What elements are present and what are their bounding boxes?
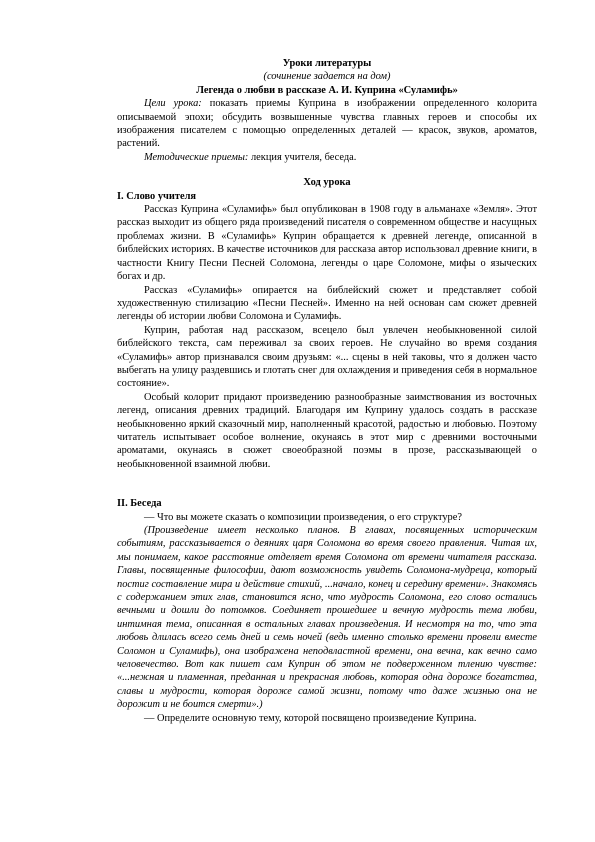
course-heading: Ход урока [303, 177, 351, 189]
question-2: — Определите основную тему, которой посвящено произведение Куприна. [144, 712, 477, 724]
question-1: — Что вы можете сказать о композиции произведения, о его структуре? [144, 511, 462, 523]
section-1-paragraph: Рассказ «Суламифь» опирается на библейский сюжет и представляет собой художественную стилизацию «Песни Песней». Именно на ней основан сам сюжет древней легенды об истории любви Соломона и Суламифь. [117, 284, 537, 323]
section-1-paragraph: Особый колорит придают произведению разнообразные заимствования из восточных легенд, описания древних традиций. Благодаря им Куприну удалось создать в рассказе необыкновенно яркий сказочный мир, наполненный красотой, радостью и любовью. Поэтому читатель испытывает особое волнение, окунаясь в этот мир с древними восточными ароматами, окунаясь в сюжет своеобразной поэмы в прозе, рассказывающей о необыкновенной взаимной любви. [117, 391, 537, 470]
methods-text: лекция учителя, беседа. [250, 151, 357, 163]
document-title: Уроки литературы [282, 58, 372, 69]
goals-label: Цели урока: [144, 98, 202, 110]
lesson-methods [117, 151, 537, 164]
section-2-heading: II. Беседа [117, 498, 162, 510]
section-1-paragraph: Куприн, работая над рассказом, всецело был увлечен необыкновенной силой библейского текста, сам переживал за своих героев. Не случайно во время создания «Суламифь» автор признавался своим друзьям: «... сцены в ней таковы, что я должен часто выбегать на улицу раздевшись и глотать снег для охлаждения и приведения себя в нормальное состояние». [117, 324, 537, 390]
lesson-goals [117, 97, 537, 151]
methods-label: Методические приемы: [144, 151, 249, 163]
section-1-paragraph: Рассказ Куприна «Суламифь» был опубликован в 1908 году в альманахе «Земля». Этот рассказ выходит из общего ряда произведений писателя о современном обществе и насущных проблемах жизни. В «Суламифь» Куприн обращается к древней легенде, описанной в библейских историях. В качестве источников для рассказа автор использовал древние книги, в частности Книгу Песни Песней Соломона, легенды о царе Соломоне, мифы о языческих богах и др. [117, 204, 537, 283]
goals-text: показать приемы Куприна в изображении определенного колорита описываемой эпохи; обсудить возвышенные чувства главных героев и способы их изображения писателем с помощью определенных деталей — красок, звуков, ароматов, растений. [117, 98, 537, 150]
section-1-heading: I. Слово учителя [117, 190, 197, 202]
lesson-title: Легенда о любви в рассказе А. И. Куприна «Суламифь» [196, 84, 458, 96]
document-subtitle: (сочинение задается на дом) [263, 71, 391, 83]
answer-1: (Произведение имеет несколько планов. В главах, посвященных историческим событиям, рассказывается о деяниях царя Соломона во время своего правления. Читая их, мы понимаем, какое расстояние отделяет время Соломона от времени читателя рассказа. Главы, посвященные философии, дают возможность увидеть Соломона-мудреца, который постиг составление мира и действие стихий, ...начало, конец и середину времени». Знакомясь с содержанием этих глав, становится ясно, что мудрость Соломона, его слово остались вечными и дошли до потомков. Соединяет прошедшее и вечную мудрость тема любви, интимная тема, описанная в остальных главах произведения. И несмотря на то, что эта любовь длилась всего семь дней и семь ночей (ведь именно столько времени провели вместе Соломон и Суламифь), она изображена неподвластной времени, она вечна, как вечно само человечество. Вот как пишет сам Куприн об этом не подверженном тлению чувстве: «...нежная и пламенная, преданная и прекрасная любовь, которая одна дороже богатства, славы и мудрости, которая дороже самой жизни, потому что даже жизнью она не дорожит и не боится смерти».) [117, 525, 537, 711]
